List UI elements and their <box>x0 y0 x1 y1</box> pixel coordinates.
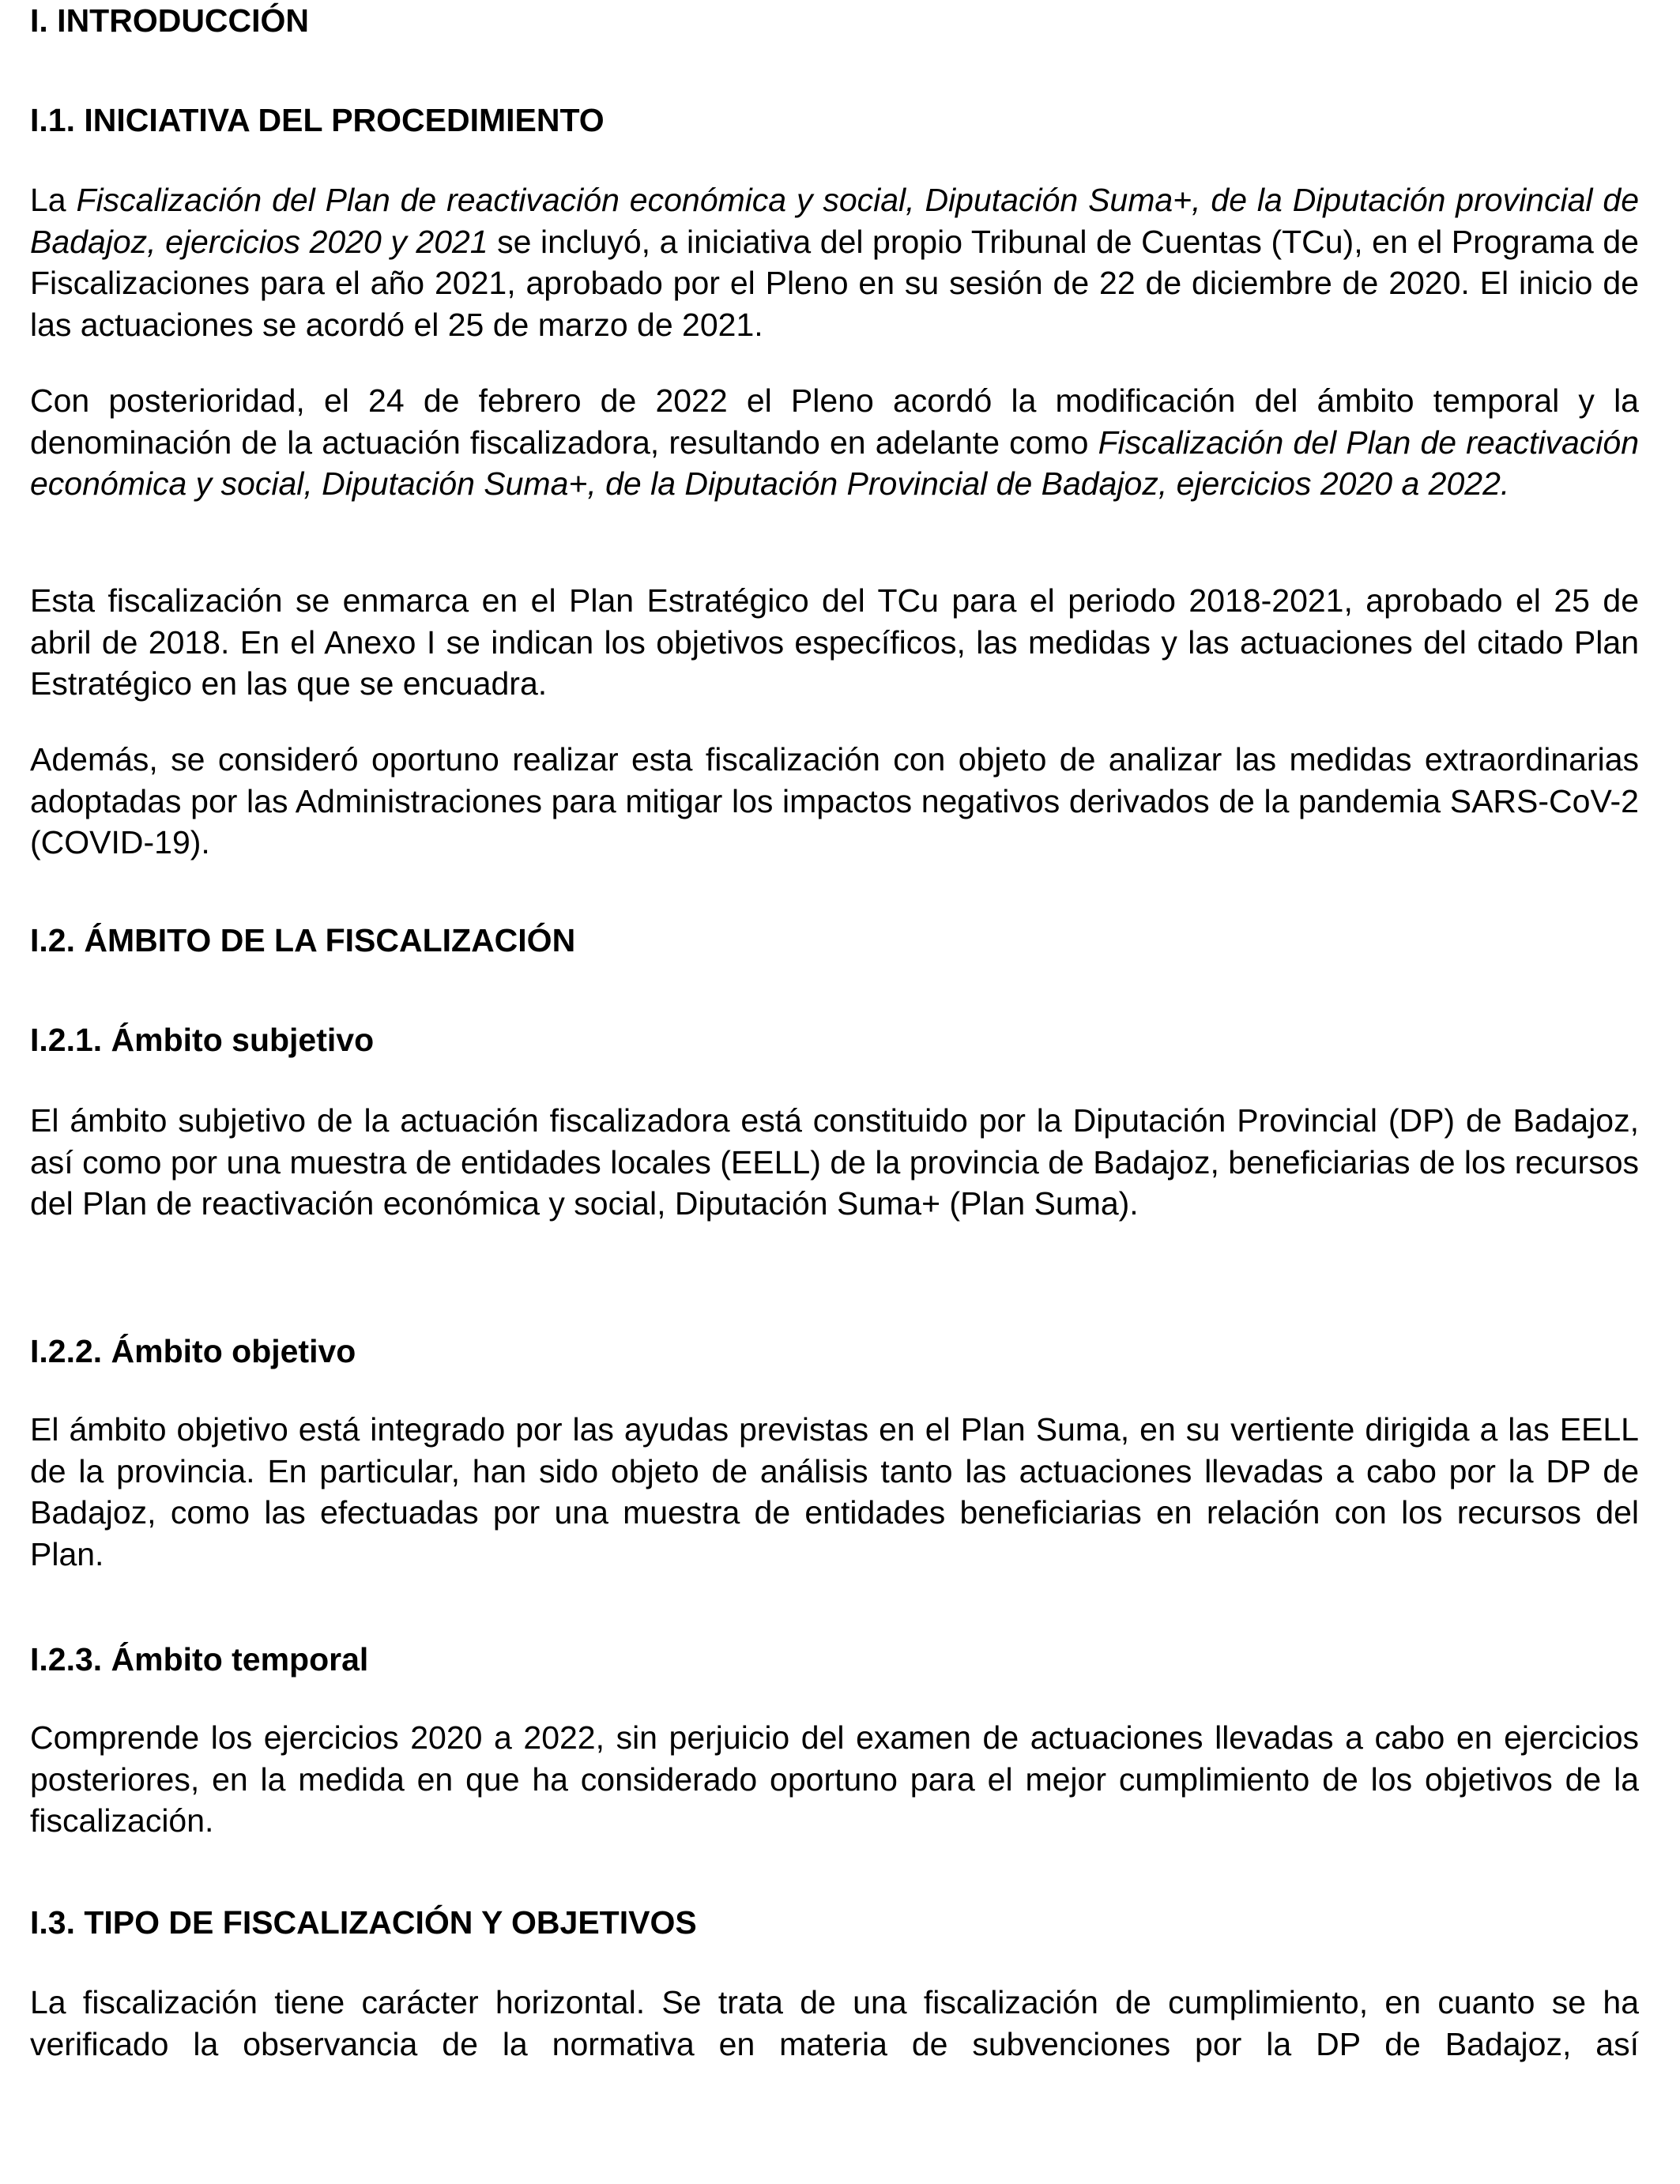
section-title-iniciativa: I.1. INICIATIVA DEL PROCEDIMIENTO <box>30 102 605 138</box>
paragraph-ambito-objetivo: El ámbito objetivo está integrado por las ayudas previstas en el Plan Suma, en su vertiente dirigida a las EELL de la provincia. En particular, han sido objeto de análisis tanto las actuaciones llevadas a cabo por la DP de Badajoz, como las efectuadas por una muestra de entidades beneficiarias en relación con los recursos del Plan. <box>30 1411 1639 1572</box>
section-title-introduccion: I. INTRODUCCIÓN <box>30 2 310 39</box>
subsection-title-ambito-temporal: I.2.3. Ámbito temporal <box>30 1641 369 1678</box>
subsection-title-ambito-subjetivo: I.2.1. Ámbito subjetivo <box>30 1022 375 1058</box>
paragraph-tipo-fiscalizacion: La fiscalización tiene carácter horizontal. Se trata de una fiscalización de cumplimiento, en cuanto se ha verificado la observancia de la normativa en materia de subvenciones por la DP de Badajoz, así <box>30 1984 1639 2062</box>
text-span: se incluyó, a iniciativa del propio Tribunal de Cuentas (TCu), en el Programa de Fiscalizaciones para el año 2021, aprobado por el Pleno en su sesión de 22 de diciembre de 2020. El inicio de las actuaciones se acordó el 25 de marzo de 2021. <box>30 223 1639 343</box>
paragraph-iniciativa-2 <box>30 380 1639 505</box>
section-title-ambito: I.2. ÁMBITO DE LA FISCALIZACIÓN <box>30 922 576 958</box>
subsection-title-ambito-objetivo: I.2.2. Ámbito objetivo <box>30 1333 356 1369</box>
section-title-tipo-fiscalizacion: I.3. TIPO DE FISCALIZACIÓN Y OBJETIVOS <box>30 1904 697 1941</box>
italic-title-span: Fiscalización del Plan de reactivación económica y social, Diputación Suma+, de la Diputación provincial de Badajoz, ejercicios 2020 y 2021 <box>30 182 1639 260</box>
text-span: La <box>30 182 77 218</box>
paragraph-ambito-subjetivo: El ámbito subjetivo de la actuación fiscalizadora está constituido por la Diputación Provincial (DP) de Badajoz, así como por una muestra de entidades locales (EELL) de la provincia de Badajoz, beneficiarias de los recursos del Plan de reactivación económica y social, Diputación Suma+ (Plan Suma). <box>30 1102 1639 1222</box>
paragraph-iniciativa-3: Esta fiscalización se enmarca en el Plan Estratégico del TCu para el periodo 2018-2021, aprobado el 25 de abril de 2018. En el Anexo I se indican los objetivos específicos, las medidas y las actuaciones del citado Plan Estratégico en las que se encuadra. <box>30 582 1639 702</box>
paragraph-ambito-temporal: Comprende los ejercicios 2020 a 2022, sin perjuicio del examen de actuaciones llevadas a cabo en ejercicios posteriores, en la medida en que ha considerado oportuno para el mejor cumplimiento de los objetivos de la fiscalización. <box>30 1719 1639 1839</box>
paragraph-iniciativa-4: Además, se consideró oportuno realizar esta fiscalización con objeto de analizar las medidas extraordinarias adoptadas por las Administraciones para mitigar los impactos negativos derivados de la pandemia SARS-CoV-2 (COVID-19). <box>30 741 1639 860</box>
paragraph-iniciativa-1 <box>30 179 1639 345</box>
text-span: Con posterioridad, el 24 de febrero de 2022 el Pleno acordó la modificación del ámbito temporal y la denominación de la actuación fiscalizadora, resultando en adelante como <box>30 382 1639 461</box>
italic-title-span: Fiscalización del Plan de reactivación económica y social, Diputación Suma+, de la Diputación Provincial de Badajoz, ejercicios 2020 a 2022. <box>30 424 1639 502</box>
